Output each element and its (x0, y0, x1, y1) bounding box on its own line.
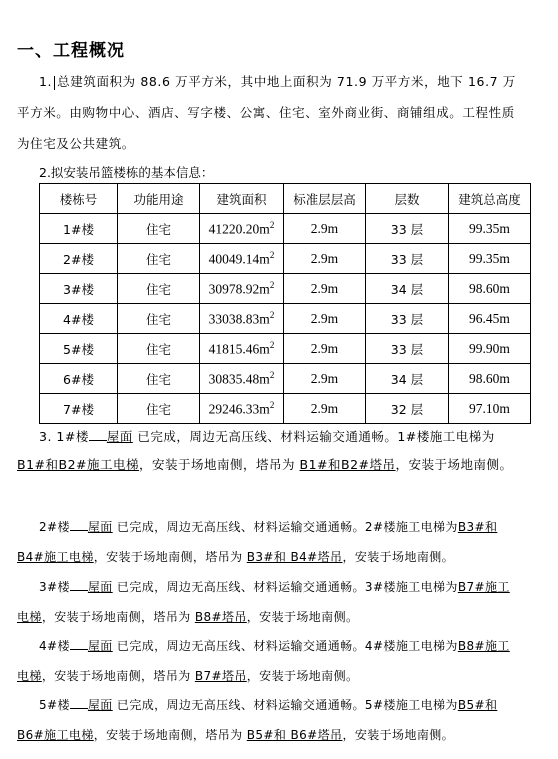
text-cursor (54, 76, 55, 90)
cell-floor-height: 2.9m (284, 244, 366, 274)
cell-area: $30978.92m^2$ (200, 274, 284, 304)
cell-total-height: 98.60m (449, 274, 531, 304)
cell-use: 住宅 (118, 364, 200, 394)
col-header: 建筑总高度 (449, 184, 531, 214)
cell-floor-height: 2.9m (284, 304, 366, 334)
cell-floors: 33 层 (366, 244, 449, 274)
cell-floors: 34 层 (366, 364, 449, 394)
building-info-table (39, 183, 531, 424)
col-header: 标准层层高 (284, 184, 366, 214)
cell-building: 2#楼 (40, 244, 118, 274)
cell-use: 住宅 (118, 214, 200, 244)
cell-floors: 33 层 (366, 304, 449, 334)
cell-use: 住宅 (118, 274, 200, 304)
cell-use: 住宅 (118, 334, 200, 364)
section-heading: 一、工程概况 (17, 41, 125, 61)
col-header: 功能用途 (118, 184, 200, 214)
cell-building: 7#楼 (40, 394, 118, 424)
cell-total-height: 99.90m (449, 334, 531, 364)
cell-floors: 34 层 (366, 274, 449, 304)
table-row (40, 394, 531, 424)
cell-floor-height: 2.9m (284, 214, 366, 244)
cell-building: 1#楼 (40, 214, 118, 244)
table-caption: 2.拟安装吊篮楼栋的基本信息： (39, 165, 214, 180)
table-row (40, 214, 531, 244)
table-row (40, 274, 531, 304)
table-row (40, 304, 531, 334)
cell-total-height: 99.35m (449, 244, 531, 274)
cell-area: $33038.83m^2$ (200, 304, 284, 334)
table-row (40, 364, 531, 394)
cell-total-height: 99.35m (449, 214, 531, 244)
building-4-paragraph: 4#楼 屋面 已完成，周边无高压线、材料运输交通通畅。4#楼施工电梯为B8#施工电梯，安装于场地南侧，塔吊为 B7#塔吊，安装于场地南侧。 (17, 639, 510, 683)
cell-floors: 33 层 (366, 334, 449, 364)
col-header: 建筑面积 (200, 184, 284, 214)
table-row (40, 244, 531, 274)
cell-area: $41220.20m^2$ (200, 214, 284, 244)
building-3-paragraph: 3#楼 屋面 已完成，周边无高压线、材料运输交通通畅。3#楼施工电梯为B7#施工电梯，安装于场地南侧，塔吊为 B8#塔吊，安装于场地南侧。 (17, 580, 510, 624)
cell-building: 3#楼 (40, 274, 118, 304)
cell-use: 住宅 (118, 304, 200, 334)
cell-floors: 33 层 (366, 214, 449, 244)
cell-floor-height: 2.9m (284, 274, 366, 304)
cell-area: $40049.14m^2$ (200, 244, 284, 274)
cell-use: 住宅 (118, 394, 200, 424)
table-row (40, 334, 531, 364)
table-header-row (40, 184, 531, 214)
cell-building: 6#楼 (40, 364, 118, 394)
building-5-paragraph: 5#楼 屋面 已完成，周边无高压线、材料运输交通通畅。5#楼施工电梯为B5#和 B6#施工电梯，安装于场地南侧，塔吊为 B5#和 B6#塔吊，安装于场地南侧。 (17, 698, 498, 742)
cell-total-height: 96.45m (449, 304, 531, 334)
cell-building: 4#楼 (40, 304, 118, 334)
cell-floors: 32 层 (366, 394, 449, 424)
cell-area: $29246.33m^2$ (200, 394, 284, 424)
col-header: 楼栋号 (40, 184, 118, 214)
cell-area: $41815.46m^2$ (200, 334, 284, 364)
item-number: 1. (39, 74, 53, 89)
col-header: 层数 (366, 184, 449, 214)
cell-total-height: 97.10m (449, 394, 531, 424)
overview-paragraph (17, 66, 522, 159)
cell-building: 5#楼 (40, 334, 118, 364)
building-1-paragraph: 3. 1#楼 屋面 已完成，周边无高压线、材料运输交通通畅。1#楼施工电梯为B1#和B2#施工电梯，安装于场地南侧，塔吊为 B1#和B2#塔吊，安装于场地南侧。 (17, 429, 513, 472)
cell-use: 住宅 (118, 244, 200, 274)
cell-floor-height: 2.9m (284, 364, 366, 394)
cell-area: $30835.48m^2$ (200, 364, 284, 394)
cell-floor-height: 2.9m (284, 394, 366, 424)
building-2-paragraph: 2#楼 屋面 已完成，周边无高压线、材料运输交通通畅。2#楼施工电梯为B3#和 B4#施工电梯，安装于场地南侧，塔吊为 B3#和 B4#塔吊，安装于场地南侧。 (17, 520, 498, 564)
cell-floor-height: 2.9m (284, 334, 366, 364)
overview-text: 总建筑面积为 88.6 万平方米，其中地上面积为 71.9 万平方米，地下 16.7 万平方米。由购物中心、酒店、写字楼、公寓、住宅、室外商业街、商铺组成。工程性质为住宅及公共建筑。 (17, 74, 516, 151)
cell-total-height: 98.60m (449, 364, 531, 394)
